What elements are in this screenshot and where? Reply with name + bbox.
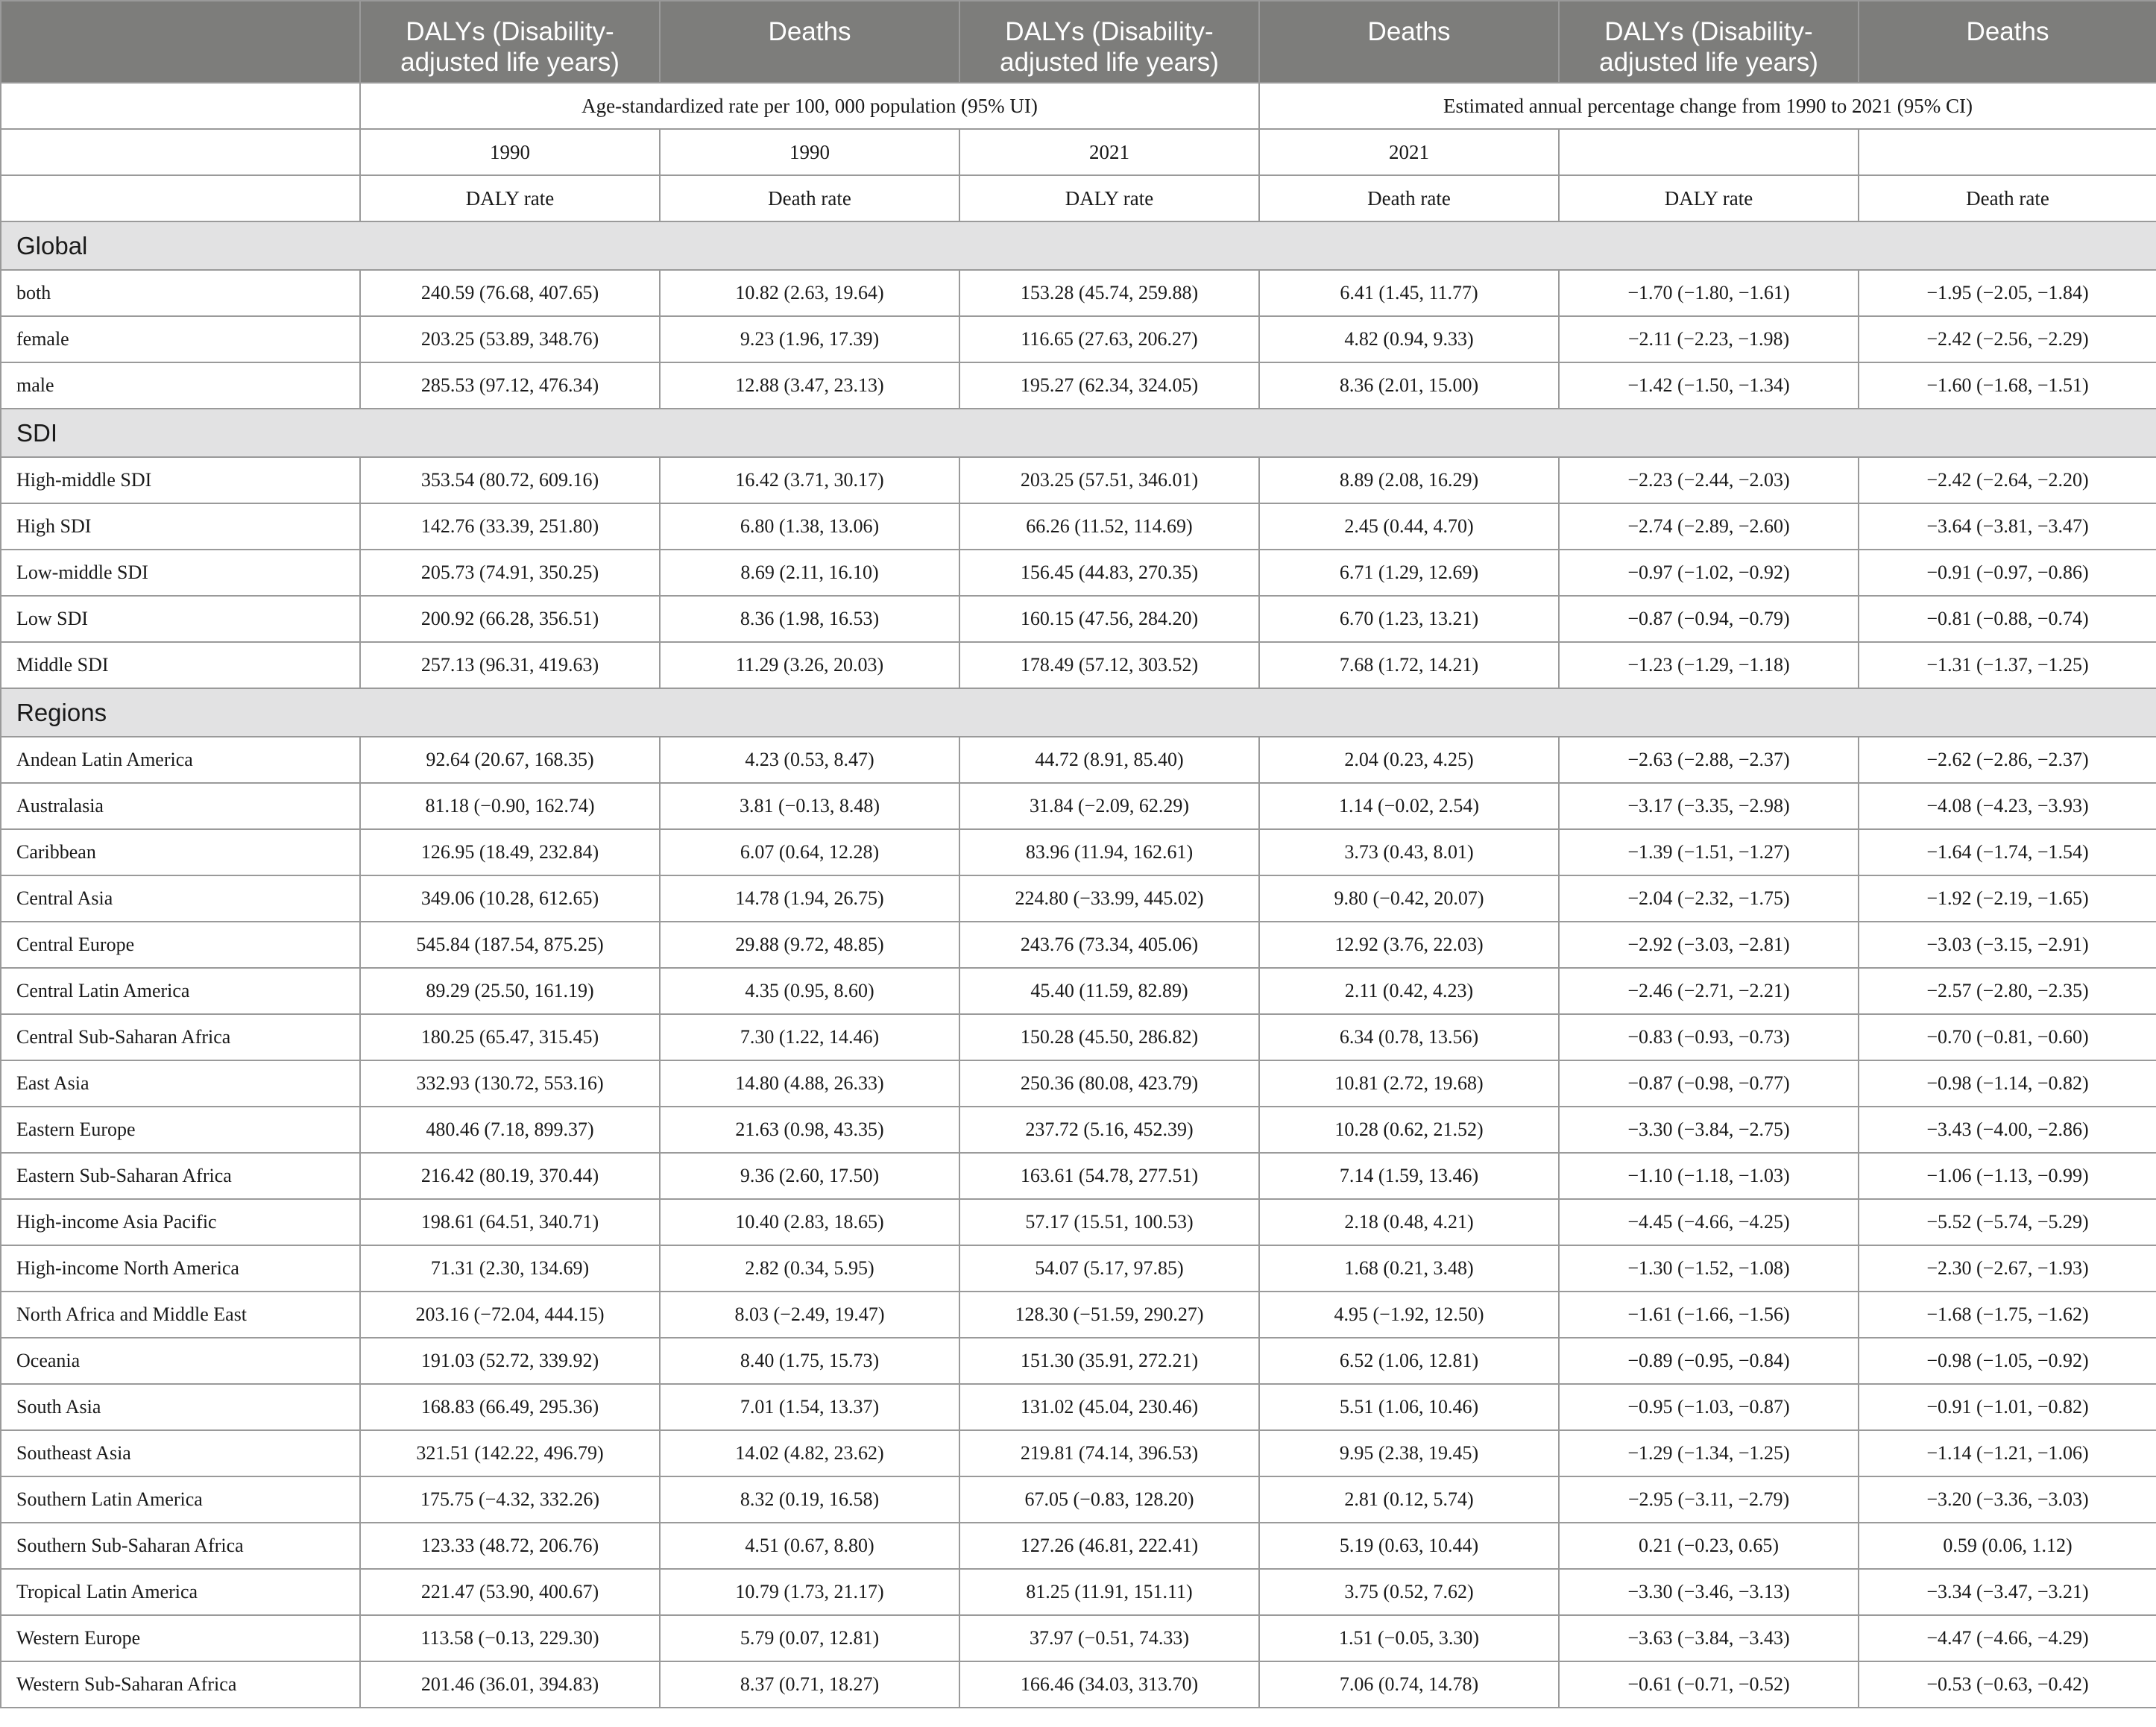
value-cell: −0.98 (−1.14, −0.82) <box>1859 1060 2156 1107</box>
table-row <box>1 1014 2156 1060</box>
value-cell: 201.46 (36.01, 394.83) <box>360 1661 660 1708</box>
value-cell: −3.30 (−3.84, −2.75) <box>1559 1107 1859 1153</box>
section-row <box>1 221 2156 270</box>
table-row <box>1 1245 2156 1292</box>
value-cell: −1.70 (−1.80, −1.61) <box>1559 270 1859 316</box>
value-cell: −0.91 (−0.97, −0.86) <box>1859 550 2156 596</box>
value-cell: −4.47 (−4.66, −4.29) <box>1859 1615 2156 1661</box>
value-cell: 205.73 (74.91, 350.25) <box>360 550 660 596</box>
value-cell: 332.93 (130.72, 553.16) <box>360 1060 660 1107</box>
value-cell: −2.42 (−2.56, −2.29) <box>1859 316 2156 362</box>
value-cell: 7.01 (1.54, 13.37) <box>660 1384 959 1430</box>
header-deaths-eapc: Deaths <box>1859 1 2156 83</box>
value-cell: 4.23 (0.53, 8.47) <box>660 737 959 783</box>
row-label: Eastern Sub-Saharan Africa <box>1 1153 360 1199</box>
table-body <box>1 83 2156 1708</box>
header-blank-cell <box>1 1 360 83</box>
table-row <box>1 503 2156 550</box>
row-label: Caribbean <box>1 829 360 875</box>
table-row <box>1 1430 2156 1476</box>
value-cell: 6.52 (1.06, 12.81) <box>1259 1338 1559 1384</box>
value-cell: 126.95 (18.49, 232.84) <box>360 829 660 875</box>
value-cell: 180.25 (65.47, 315.45) <box>360 1014 660 1060</box>
value-cell: 10.82 (2.63, 19.64) <box>660 270 959 316</box>
table-head <box>1 1 2156 83</box>
value-cell: −3.30 (−3.46, −3.13) <box>1559 1569 1859 1615</box>
value-cell: 160.15 (47.56, 284.20) <box>959 596 1259 642</box>
value-cell: 45.40 (11.59, 82.89) <box>959 968 1259 1014</box>
value-cell: 203.16 (−72.04, 444.15) <box>360 1292 660 1338</box>
value-cell: 10.79 (1.73, 21.17) <box>660 1569 959 1615</box>
value-cell: 240.59 (76.68, 407.65) <box>360 270 660 316</box>
table-row <box>1 457 2156 503</box>
value-cell: 166.46 (34.03, 313.70) <box>959 1661 1259 1708</box>
value-cell: 81.25 (11.91, 151.11) <box>959 1569 1259 1615</box>
row-label: Central Europe <box>1 922 360 968</box>
group-blank-cell <box>1 83 360 129</box>
table-row <box>1 1153 2156 1199</box>
table-row <box>1 362 2156 409</box>
value-cell: 142.76 (33.39, 251.80) <box>360 503 660 550</box>
value-cell: −2.11 (−2.23, −1.98) <box>1559 316 1859 362</box>
year-blank-cell <box>1 129 360 175</box>
value-cell: −4.45 (−4.66, −4.25) <box>1559 1199 1859 1245</box>
value-cell: 16.42 (3.71, 30.17) <box>660 457 959 503</box>
value-cell: 10.81 (2.72, 19.68) <box>1259 1060 1559 1107</box>
value-cell: 11.29 (3.26, 20.03) <box>660 642 959 688</box>
year-cell: 2021 <box>959 129 1259 175</box>
value-cell: 349.06 (10.28, 612.65) <box>360 875 660 922</box>
value-cell: 21.63 (0.98, 43.35) <box>660 1107 959 1153</box>
row-label: North Africa and Middle East <box>1 1292 360 1338</box>
value-cell: −1.64 (−1.74, −1.54) <box>1859 829 2156 875</box>
value-cell: 219.81 (74.14, 396.53) <box>959 1430 1259 1476</box>
row-label: Southern Sub-Saharan Africa <box>1 1523 360 1569</box>
section-row <box>1 409 2156 457</box>
value-cell: 221.47 (53.90, 400.67) <box>360 1569 660 1615</box>
value-cell: −1.30 (−1.52, −1.08) <box>1559 1245 1859 1292</box>
value-cell: −2.74 (−2.89, −2.60) <box>1559 503 1859 550</box>
value-cell: 6.80 (1.38, 13.06) <box>660 503 959 550</box>
value-cell: 37.97 (−0.51, 74.33) <box>959 1615 1259 1661</box>
value-cell: −1.42 (−1.50, −1.34) <box>1559 362 1859 409</box>
table-row <box>1 1569 2156 1615</box>
section-row <box>1 688 2156 737</box>
value-cell: −2.23 (−2.44, −2.03) <box>1559 457 1859 503</box>
header-dalys-eapc: DALYs (Disability-adjusted life years) <box>1559 1 1859 83</box>
value-cell: −0.81 (−0.88, −0.74) <box>1859 596 2156 642</box>
value-cell: 9.23 (1.96, 17.39) <box>660 316 959 362</box>
row-label: High SDI <box>1 503 360 550</box>
row-label: Southern Latin America <box>1 1476 360 1523</box>
table-row <box>1 783 2156 829</box>
value-cell: 216.42 (80.19, 370.44) <box>360 1153 660 1199</box>
value-cell: 5.51 (1.06, 10.46) <box>1259 1384 1559 1430</box>
value-cell: 92.64 (20.67, 168.35) <box>360 737 660 783</box>
value-cell: 2.81 (0.12, 5.74) <box>1259 1476 1559 1523</box>
value-cell: −1.68 (−1.75, −1.62) <box>1859 1292 2156 1338</box>
value-cell: −2.92 (−3.03, −2.81) <box>1559 922 1859 968</box>
measure-cell: Death rate <box>1859 175 2156 221</box>
measure-blank-cell <box>1 175 360 221</box>
group-eapc: Estimated annual percentage change from 1990 to 2021 (95% CI) <box>1259 83 2156 129</box>
value-cell: −1.39 (−1.51, −1.27) <box>1559 829 1859 875</box>
value-cell: −0.91 (−1.01, −0.82) <box>1859 1384 2156 1430</box>
value-cell: −1.06 (−1.13, −0.99) <box>1859 1153 2156 1199</box>
table-row <box>1 316 2156 362</box>
value-cell: 4.82 (0.94, 9.33) <box>1259 316 1559 362</box>
header-dalys-1990: DALYs (Disability-adjusted life years) <box>360 1 660 83</box>
value-cell: 5.19 (0.63, 10.44) <box>1259 1523 1559 1569</box>
value-cell: 200.92 (66.28, 356.51) <box>360 596 660 642</box>
value-cell: −3.03 (−3.15, −2.91) <box>1859 922 2156 968</box>
value-cell: 14.80 (4.88, 26.33) <box>660 1060 959 1107</box>
value-cell: 3.75 (0.52, 7.62) <box>1259 1569 1559 1615</box>
value-cell: 8.40 (1.75, 15.73) <box>660 1338 959 1384</box>
value-cell: 12.92 (3.76, 22.03) <box>1259 922 1559 968</box>
year-cell <box>1559 129 1859 175</box>
row-label: Western Sub-Saharan Africa <box>1 1661 360 1708</box>
header-deaths-2021: Deaths <box>1259 1 1559 83</box>
row-label: both <box>1 270 360 316</box>
value-cell: −1.92 (−2.19, −1.65) <box>1859 875 2156 922</box>
row-label: South Asia <box>1 1384 360 1430</box>
row-label: Australasia <box>1 783 360 829</box>
value-cell: 83.96 (11.94, 162.61) <box>959 829 1259 875</box>
value-cell: −0.87 (−0.94, −0.79) <box>1559 596 1859 642</box>
table-row <box>1 922 2156 968</box>
table-row <box>1 968 2156 1014</box>
value-cell: −0.83 (−0.93, −0.73) <box>1559 1014 1859 1060</box>
value-cell: −1.31 (−1.37, −1.25) <box>1859 642 2156 688</box>
value-cell: 198.61 (64.51, 340.71) <box>360 1199 660 1245</box>
header-row <box>1 1 2156 83</box>
value-cell: −3.34 (−3.47, −3.21) <box>1859 1569 2156 1615</box>
row-label: Eastern Europe <box>1 1107 360 1153</box>
value-cell: −3.20 (−3.36, −3.03) <box>1859 1476 2156 1523</box>
value-cell: −1.14 (−1.21, −1.06) <box>1859 1430 2156 1476</box>
value-cell: −2.30 (−2.67, −1.93) <box>1859 1245 2156 1292</box>
row-label: Central Latin America <box>1 968 360 1014</box>
value-cell: 203.25 (53.89, 348.76) <box>360 316 660 362</box>
value-cell: −0.70 (−0.81, −0.60) <box>1859 1014 2156 1060</box>
row-label: Tropical Latin America <box>1 1569 360 1615</box>
value-cell: −2.63 (−2.88, −2.37) <box>1559 737 1859 783</box>
value-cell: 2.04 (0.23, 4.25) <box>1259 737 1559 783</box>
value-cell: 5.79 (0.07, 12.81) <box>660 1615 959 1661</box>
value-cell: 44.72 (8.91, 85.40) <box>959 737 1259 783</box>
value-cell: 6.41 (1.45, 11.77) <box>1259 270 1559 316</box>
row-label: Oceania <box>1 1338 360 1384</box>
section-title: Regions <box>1 688 2156 737</box>
group-header-row <box>1 83 2156 129</box>
value-cell: 1.68 (0.21, 3.48) <box>1259 1245 1559 1292</box>
value-cell: 1.14 (−0.02, 2.54) <box>1259 783 1559 829</box>
table-row <box>1 1384 2156 1430</box>
value-cell: 54.07 (5.17, 97.85) <box>959 1245 1259 1292</box>
value-cell: −3.63 (−3.84, −3.43) <box>1559 1615 1859 1661</box>
value-cell: 321.51 (142.22, 496.79) <box>360 1430 660 1476</box>
value-cell: 285.53 (97.12, 476.34) <box>360 362 660 409</box>
value-cell: −0.53 (−0.63, −0.42) <box>1859 1661 2156 1708</box>
value-cell: 4.35 (0.95, 8.60) <box>660 968 959 1014</box>
group-age-standardized: Age-standardized rate per 100, 000 population (95% UI) <box>360 83 1259 129</box>
year-row <box>1 129 2156 175</box>
year-cell: 1990 <box>660 129 959 175</box>
value-cell: −1.10 (−1.18, −1.03) <box>1559 1153 1859 1199</box>
value-cell: 4.51 (0.67, 8.80) <box>660 1523 959 1569</box>
value-cell: 81.18 (−0.90, 162.74) <box>360 783 660 829</box>
header-dalys-2021: DALYs (Disability-adjusted life years) <box>959 1 1259 83</box>
table-row <box>1 270 2156 316</box>
measure-cell: DALY rate <box>1559 175 1859 221</box>
value-cell: −0.87 (−0.98, −0.77) <box>1559 1060 1859 1107</box>
value-cell: 250.36 (80.08, 423.79) <box>959 1060 1259 1107</box>
row-label: High-middle SDI <box>1 457 360 503</box>
value-cell: 2.45 (0.44, 4.70) <box>1259 503 1559 550</box>
value-cell: 6.71 (1.29, 12.69) <box>1259 550 1559 596</box>
value-cell: −1.60 (−1.68, −1.51) <box>1859 362 2156 409</box>
value-cell: −2.57 (−2.80, −2.35) <box>1859 968 2156 1014</box>
value-cell: 2.11 (0.42, 4.23) <box>1259 968 1559 1014</box>
value-cell: 1.51 (−0.05, 3.30) <box>1259 1615 1559 1661</box>
value-cell: −2.46 (−2.71, −2.21) <box>1559 968 1859 1014</box>
value-cell: 353.54 (80.72, 609.16) <box>360 457 660 503</box>
value-cell: −3.17 (−3.35, −2.98) <box>1559 783 1859 829</box>
value-cell: −2.62 (−2.86, −2.37) <box>1859 737 2156 783</box>
value-cell: 127.26 (46.81, 222.41) <box>959 1523 1259 1569</box>
row-label: Middle SDI <box>1 642 360 688</box>
row-label: Central Sub-Saharan Africa <box>1 1014 360 1060</box>
section-title: Global <box>1 221 2156 270</box>
value-cell: −0.98 (−1.05, −0.92) <box>1859 1338 2156 1384</box>
value-cell: 123.33 (48.72, 206.76) <box>360 1523 660 1569</box>
measure-row <box>1 175 2156 221</box>
row-label: High-income North America <box>1 1245 360 1292</box>
table-row <box>1 737 2156 783</box>
value-cell: 150.28 (45.50, 286.82) <box>959 1014 1259 1060</box>
value-cell: 175.75 (−4.32, 332.26) <box>360 1476 660 1523</box>
year-cell: 1990 <box>360 129 660 175</box>
table-row <box>1 1338 2156 1384</box>
table-row <box>1 596 2156 642</box>
value-cell: 3.73 (0.43, 8.01) <box>1259 829 1559 875</box>
value-cell: 2.82 (0.34, 5.95) <box>660 1245 959 1292</box>
value-cell: 195.27 (62.34, 324.05) <box>959 362 1259 409</box>
value-cell: 7.06 (0.74, 14.78) <box>1259 1661 1559 1708</box>
value-cell: 2.18 (0.48, 4.21) <box>1259 1199 1559 1245</box>
value-cell: 8.36 (2.01, 15.00) <box>1259 362 1559 409</box>
table-row <box>1 550 2156 596</box>
table-row <box>1 1615 2156 1661</box>
value-cell: −0.89 (−0.95, −0.84) <box>1559 1338 1859 1384</box>
row-label: male <box>1 362 360 409</box>
value-cell: −4.08 (−4.23, −3.93) <box>1859 783 2156 829</box>
section-title: SDI <box>1 409 2156 457</box>
value-cell: 6.07 (0.64, 12.28) <box>660 829 959 875</box>
value-cell: −1.61 (−1.66, −1.56) <box>1559 1292 1859 1338</box>
value-cell: 9.36 (2.60, 17.50) <box>660 1153 959 1199</box>
value-cell: 29.88 (9.72, 48.85) <box>660 922 959 968</box>
row-label: female <box>1 316 360 362</box>
value-cell: 8.36 (1.98, 16.53) <box>660 596 959 642</box>
year-cell <box>1859 129 2156 175</box>
table-row <box>1 1523 2156 1569</box>
value-cell: −0.95 (−1.03, −0.87) <box>1559 1384 1859 1430</box>
value-cell: 9.80 (−0.42, 20.07) <box>1259 875 1559 922</box>
measure-cell: DALY rate <box>959 175 1259 221</box>
row-label: Low-middle SDI <box>1 550 360 596</box>
measure-cell: Death rate <box>1259 175 1559 221</box>
value-cell: 116.65 (27.63, 206.27) <box>959 316 1259 362</box>
row-label: East Asia <box>1 1060 360 1107</box>
row-label: Central Asia <box>1 875 360 922</box>
row-label: Southeast Asia <box>1 1430 360 1476</box>
value-cell: 8.03 (−2.49, 19.47) <box>660 1292 959 1338</box>
measure-cell: Death rate <box>660 175 959 221</box>
value-cell: 7.30 (1.22, 14.46) <box>660 1014 959 1060</box>
value-cell: −1.95 (−2.05, −1.84) <box>1859 270 2156 316</box>
value-cell: 178.49 (57.12, 303.52) <box>959 642 1259 688</box>
value-cell: 480.46 (7.18, 899.37) <box>360 1107 660 1153</box>
value-cell: 6.70 (1.23, 13.21) <box>1259 596 1559 642</box>
value-cell: 203.25 (57.51, 346.01) <box>959 457 1259 503</box>
value-cell: 8.32 (0.19, 16.58) <box>660 1476 959 1523</box>
row-label: Low SDI <box>1 596 360 642</box>
table-row <box>1 1476 2156 1523</box>
value-cell: 113.58 (−0.13, 229.30) <box>360 1615 660 1661</box>
table-row <box>1 1199 2156 1245</box>
value-cell: 168.83 (66.49, 295.36) <box>360 1384 660 1430</box>
value-cell: 131.02 (45.04, 230.46) <box>959 1384 1259 1430</box>
value-cell: 4.95 (−1.92, 12.50) <box>1259 1292 1559 1338</box>
value-cell: 191.03 (52.72, 339.92) <box>360 1338 660 1384</box>
value-cell: 14.78 (1.94, 26.75) <box>660 875 959 922</box>
value-cell: 9.95 (2.38, 19.45) <box>1259 1430 1559 1476</box>
value-cell: −3.64 (−3.81, −3.47) <box>1859 503 2156 550</box>
table-row <box>1 829 2156 875</box>
table-row <box>1 1292 2156 1338</box>
value-cell: 89.29 (25.50, 161.19) <box>360 968 660 1014</box>
value-cell: −5.52 (−5.74, −5.29) <box>1859 1199 2156 1245</box>
value-cell: 57.17 (15.51, 100.53) <box>959 1199 1259 1245</box>
value-cell: 71.31 (2.30, 134.69) <box>360 1245 660 1292</box>
table-row <box>1 1661 2156 1708</box>
value-cell: −3.43 (−4.00, −2.86) <box>1859 1107 2156 1153</box>
row-label: High-income Asia Pacific <box>1 1199 360 1245</box>
value-cell: 7.68 (1.72, 14.21) <box>1259 642 1559 688</box>
table-row <box>1 642 2156 688</box>
table-row <box>1 1060 2156 1107</box>
row-label: Western Europe <box>1 1615 360 1661</box>
value-cell: 8.37 (0.71, 18.27) <box>660 1661 959 1708</box>
value-cell: 224.80 (−33.99, 445.02) <box>959 875 1259 922</box>
value-cell: 156.45 (44.83, 270.35) <box>959 550 1259 596</box>
value-cell: 66.26 (11.52, 114.69) <box>959 503 1259 550</box>
value-cell: −2.42 (−2.64, −2.20) <box>1859 457 2156 503</box>
value-cell: 31.84 (−2.09, 62.29) <box>959 783 1259 829</box>
value-cell: 153.28 (45.74, 259.88) <box>959 270 1259 316</box>
value-cell: −0.61 (−0.71, −0.52) <box>1559 1661 1859 1708</box>
year-cell: 2021 <box>1259 129 1559 175</box>
value-cell: 6.34 (0.78, 13.56) <box>1259 1014 1559 1060</box>
table-row <box>1 875 2156 922</box>
value-cell: 151.30 (35.91, 272.21) <box>959 1338 1259 1384</box>
value-cell: 10.28 (0.62, 21.52) <box>1259 1107 1559 1153</box>
value-cell: 237.72 (5.16, 452.39) <box>959 1107 1259 1153</box>
value-cell: 67.05 (−0.83, 128.20) <box>959 1476 1259 1523</box>
value-cell: 10.40 (2.83, 18.65) <box>660 1199 959 1245</box>
value-cell: 128.30 (−51.59, 290.27) <box>959 1292 1259 1338</box>
measure-cell: DALY rate <box>360 175 660 221</box>
value-cell: 7.14 (1.59, 13.46) <box>1259 1153 1559 1199</box>
row-label: Andean Latin America <box>1 737 360 783</box>
value-cell: 8.69 (2.11, 16.10) <box>660 550 959 596</box>
value-cell: −1.23 (−1.29, −1.18) <box>1559 642 1859 688</box>
value-cell: 3.81 (−0.13, 8.48) <box>660 783 959 829</box>
value-cell: −0.97 (−1.02, −0.92) <box>1559 550 1859 596</box>
value-cell: 12.88 (3.47, 23.13) <box>660 362 959 409</box>
value-cell: 545.84 (187.54, 875.25) <box>360 922 660 968</box>
value-cell: 257.13 (96.31, 419.63) <box>360 642 660 688</box>
value-cell: 163.61 (54.78, 277.51) <box>959 1153 1259 1199</box>
table-row <box>1 1107 2156 1153</box>
header-deaths-1990: Deaths <box>660 1 959 83</box>
value-cell: −2.95 (−3.11, −2.79) <box>1559 1476 1859 1523</box>
value-cell: 14.02 (4.82, 23.62) <box>660 1430 959 1476</box>
value-cell: −1.29 (−1.34, −1.25) <box>1559 1430 1859 1476</box>
value-cell: 8.89 (2.08, 16.29) <box>1259 457 1559 503</box>
value-cell: 0.59 (0.06, 1.12) <box>1859 1523 2156 1569</box>
value-cell: −2.04 (−2.32, −1.75) <box>1559 875 1859 922</box>
value-cell: 0.21 (−0.23, 0.65) <box>1559 1523 1859 1569</box>
value-cell: 243.76 (73.34, 405.06) <box>959 922 1259 968</box>
